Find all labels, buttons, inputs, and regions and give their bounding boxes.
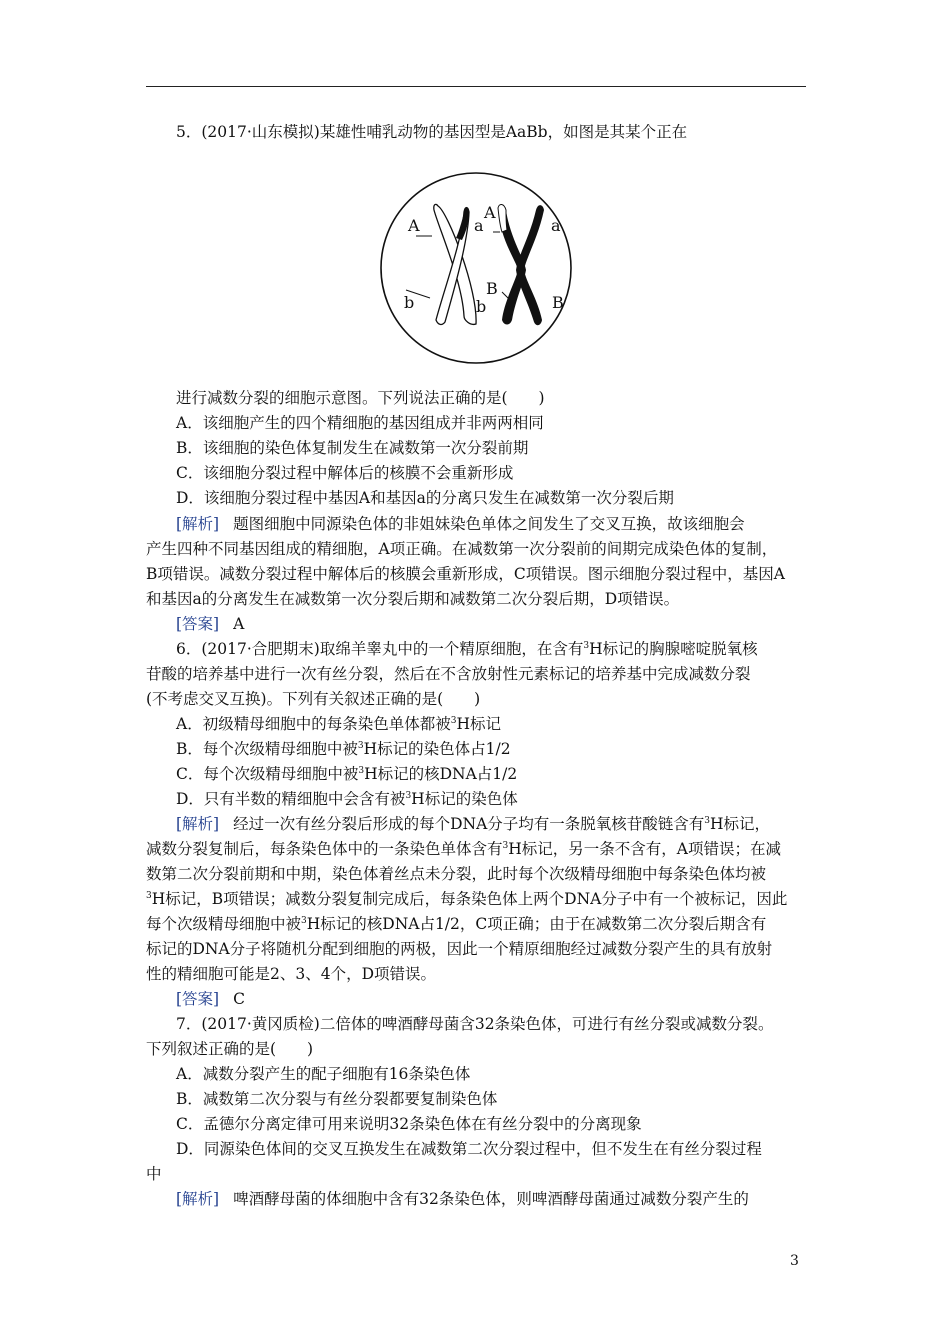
q7-analysis-line-1: [解析] 啤酒酵母菌的体细胞中含有32条染色体，则啤酒酵母菌通过减数分裂产生的	[176, 1190, 749, 1208]
q6-analysis-line-4: $^3$H标记，B项错误；减数分裂复制完成后，每条染色体上两个DNA分子中有一个被标记，因此	[146, 890, 788, 908]
q5-option-c: C．该细胞分裂过程中解体后的核膜不会重新形成	[176, 464, 514, 482]
label-b-left: b	[404, 293, 415, 312]
q7-option-d-cont: 中	[146, 1165, 162, 1183]
answer-tag: [答案]	[176, 990, 220, 1008]
header-rule	[146, 86, 806, 87]
q7-stem-line-1: 7．(2017·黄冈质检)二倍体的啤酒酵母菌含32条染色体，可进行有丝分裂或减数分裂。	[176, 1015, 774, 1033]
analysis-tag: [解析]	[176, 515, 220, 533]
label-a-left: a	[474, 216, 484, 235]
q6-analysis-line-7: 性的精细胞可能是2、3、4个，D项错误。	[146, 965, 437, 983]
q6-option-c: C．每个次级精母细胞中被$^3$H标记的核DNA占1/2	[176, 765, 518, 783]
q6-analysis-line-2: 减数分裂复制后，每条染色体中的一条染色单体含有$^3$H标记，另一条不含有，A项错误；在减	[146, 840, 781, 858]
q6-stem-line-3: (不考虑交叉互换)。下列有关叙述正确的是( )	[146, 690, 481, 708]
q7-option-c: C．孟德尔分离定律可用来说明32条染色体在有丝分裂中的分离现象	[176, 1115, 642, 1133]
right-chromosome-pair	[493, 204, 544, 325]
label-B-mid: B	[486, 279, 498, 298]
q5-analysis-line-3: B项错误。减数分裂过程中解体后的核膜会重新形成，C项错误。图示细胞分裂过程中，基因A	[146, 565, 785, 583]
chromosome-cell-diagram	[378, 170, 578, 370]
q6-analysis-line-3: 数第二次分裂前期和中期，染色体着丝点未分裂，此时每个次级精母细胞中每条染色体均被	[146, 865, 767, 883]
q6-analysis-line-6: 标记的DNA分子将随机分配到细胞的两极，因此一个精原细胞经过减数分裂产生的具有放射	[146, 940, 773, 958]
page-number: 3	[790, 1253, 799, 1269]
q5-option-b: B．该细胞的染色体复制发生在减数第一次分裂前期	[176, 439, 529, 457]
q5-stem-cont: 进行减数分裂的细胞示意图。下列说法正确的是( )	[176, 389, 545, 407]
cell-membrane	[381, 173, 571, 363]
analysis-tag: [解析]	[176, 1190, 220, 1208]
q7-option-a: A．减数分裂产生的配子细胞有16条染色体	[176, 1065, 471, 1083]
q5-option-a: A．该细胞产生的四个精细胞的基因组成并非两两相同	[176, 414, 544, 432]
q5-option-d: D．该细胞分裂过程中基因A和基因a的分离只发生在减数第一次分裂后期	[176, 489, 674, 507]
q5-analysis-line-1: [解析] 题图细胞中同源染色体的非姐妹染色单体之间发生了交叉互换，故该细胞会	[176, 515, 745, 533]
right-crossover-segment	[498, 204, 507, 232]
q6-analysis-line-5: 每个次级精母细胞中被$^3$H标记的核DNA占1/2，C项正确；由于在减数第二次分裂后期含有	[146, 915, 767, 933]
q6-option-b: B．每个次级精母细胞中被$^3$H标记的染色体占1/2	[176, 740, 511, 758]
q5-analysis-line-4: 和基因a的分离发生在减数第一次分裂后期和减数第二次分裂后期，D项错误。	[146, 590, 680, 608]
q5-answer: [答案] A	[176, 615, 245, 633]
q6-stem-line-2: 苷酸的培养基中进行一次有丝分裂，然后在不含放射性元素标记的培养基中完成减数分裂	[146, 665, 751, 683]
q6-stem-line-1: 6．(2017·合肥期末)取绵羊睾丸中的一个精原细胞，在含有$^3$H标记的胸腺嘧啶脱氧核	[176, 640, 758, 658]
q6-analysis-line-1: [解析] 经过一次有丝分裂后形成的每个DNA分子均有一条脱氧核苷酸链含有$^3$H标记，	[176, 815, 771, 833]
label-B-right: B	[552, 293, 564, 312]
q7-option-b: B．减数第二次分裂与有丝分裂都要复制染色体	[176, 1090, 498, 1108]
label-A-right: A	[484, 203, 496, 222]
q6-option-d: D．只有半数的精细胞中会含有被$^3$H标记的染色体	[176, 790, 518, 808]
q5-analysis-line-2: 产生四种不同基因组成的精细胞，A项正确。在减数第一次分裂前的间期完成染色体的复制，	[146, 540, 778, 558]
analysis-tag: [解析]	[176, 815, 220, 833]
answer-tag: [答案]	[176, 615, 220, 633]
q6-answer: [答案] C	[176, 990, 245, 1008]
label-A-left: A	[408, 216, 420, 235]
q5-stem: 5．(2017·山东模拟)某雄性哺乳动物的基因型是AaBb，如图是其某个正在	[176, 123, 688, 141]
label-b-mid: b	[476, 297, 487, 316]
q6-option-a: A．初级精母细胞中的每条染色单体都被$^3$H标记	[176, 715, 501, 733]
right-chromatid-2	[516, 205, 544, 325]
label-a-right: a	[551, 216, 561, 235]
q7-option-d: D．同源染色体间的交叉互换发生在减数第二次分裂过程中，但不发生在有丝分裂过程	[176, 1140, 762, 1158]
q7-stem-line-2: 下列叙述正确的是( )	[146, 1040, 314, 1058]
